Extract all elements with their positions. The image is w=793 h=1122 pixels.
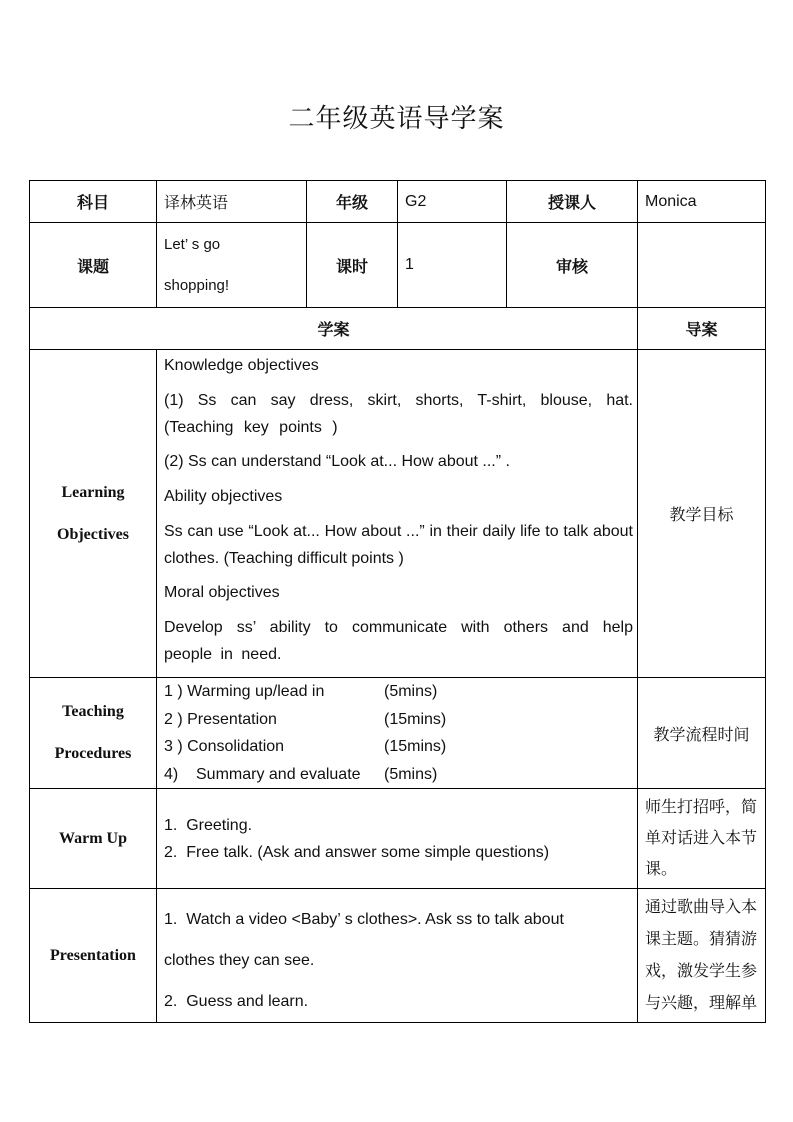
teaching-procedures-list [157,678,638,789]
learning-objectives-row [30,350,766,678]
learning-guide-note: 教学目标 [638,350,766,678]
guide-column-header: 导案 [638,308,766,350]
learning-objectives-label: Learning Objectives [30,350,157,678]
warm-up-row [30,789,766,889]
topic-label: 课题 [30,223,157,308]
knowledge-item-2: (2) Ss can understand “Look at... How about ...” . [164,453,510,470]
subject-label: 科目 [30,181,157,223]
presentation-guide-note: 通过歌曲导入本课主题。猜猜游戏，激发学生参与兴趣，理解单 [638,889,766,1023]
procedure-step: 3 ) Consolidation (15mins) [164,738,447,755]
procedures-guide-note: 教学流程时间 [638,678,766,789]
learning-objectives-content [157,350,638,678]
period-label: 课时 [307,223,398,308]
page-title: 二年级英语导学案 [288,104,505,134]
warm-up-label: Warm Up [30,789,157,889]
topic-line-2: shopping! [164,277,230,294]
review-value [638,223,766,308]
procedure-step: 1 ) Warming up/lead in (5mins) [164,683,438,700]
teacher-value: Monica [638,181,766,223]
grade-value: G2 [398,181,507,223]
info-row-2 [30,223,766,308]
ability-heading: Ability objectives [164,488,283,505]
warm-up-guide-note: 师生打招呼，简单对话进入本节课。 [638,789,766,889]
presentation-item-2: 2. Guess and learn. [164,993,309,1010]
study-column-header: 学案 [30,308,638,350]
topic-value [157,223,307,308]
warm-up-content [157,789,638,889]
warm-up-item-1: 1. Greeting. [164,816,253,834]
procedure-step: 2 ) Presentation (15mins) [164,710,447,728]
ability-text: Ss can use “Look at... How about ...” in their daily life to talk about clothes. (Teaching difficult points ) [164,523,633,567]
presentation-label: Presentation [30,889,157,1023]
warm-up-item-2: 2. Free talk. (Ask and answer some simple questions) [164,843,550,861]
period-value: 1 [398,223,507,308]
presentation-row [30,889,766,1023]
column-header-row [30,308,766,350]
subject-value: 译林英语 [157,181,307,223]
knowledge-item-1: (1) Ss can say dress, skirt, shorts, T-shirt, blouse, hat. (Teaching key points ) [164,392,633,436]
review-label: 审核 [507,223,638,308]
knowledge-heading: Knowledge objectives [164,357,319,374]
info-row-1 [30,181,766,223]
grade-label: 年级 [307,181,398,223]
moral-text: Develop ss’ ability to communicate with others and help people in need. [164,619,633,663]
lesson-plan-table [29,180,766,1023]
presentation-item-1-line-1: 1. Watch a video <Baby’ s clothes>. Ask ss to talk about [164,911,564,928]
moral-heading: Moral objectives [164,584,280,601]
teaching-procedures-label: Teaching Procedures [30,678,157,789]
presentation-content [157,889,638,1023]
procedure-step: 4) Summary and evaluate (5mins) [164,765,438,783]
teacher-label: 授课人 [507,181,638,223]
presentation-item-1-line-2: clothes they can see. [164,952,315,969]
teaching-procedures-row [30,678,766,789]
topic-line-1: Let’ s go [164,236,221,253]
